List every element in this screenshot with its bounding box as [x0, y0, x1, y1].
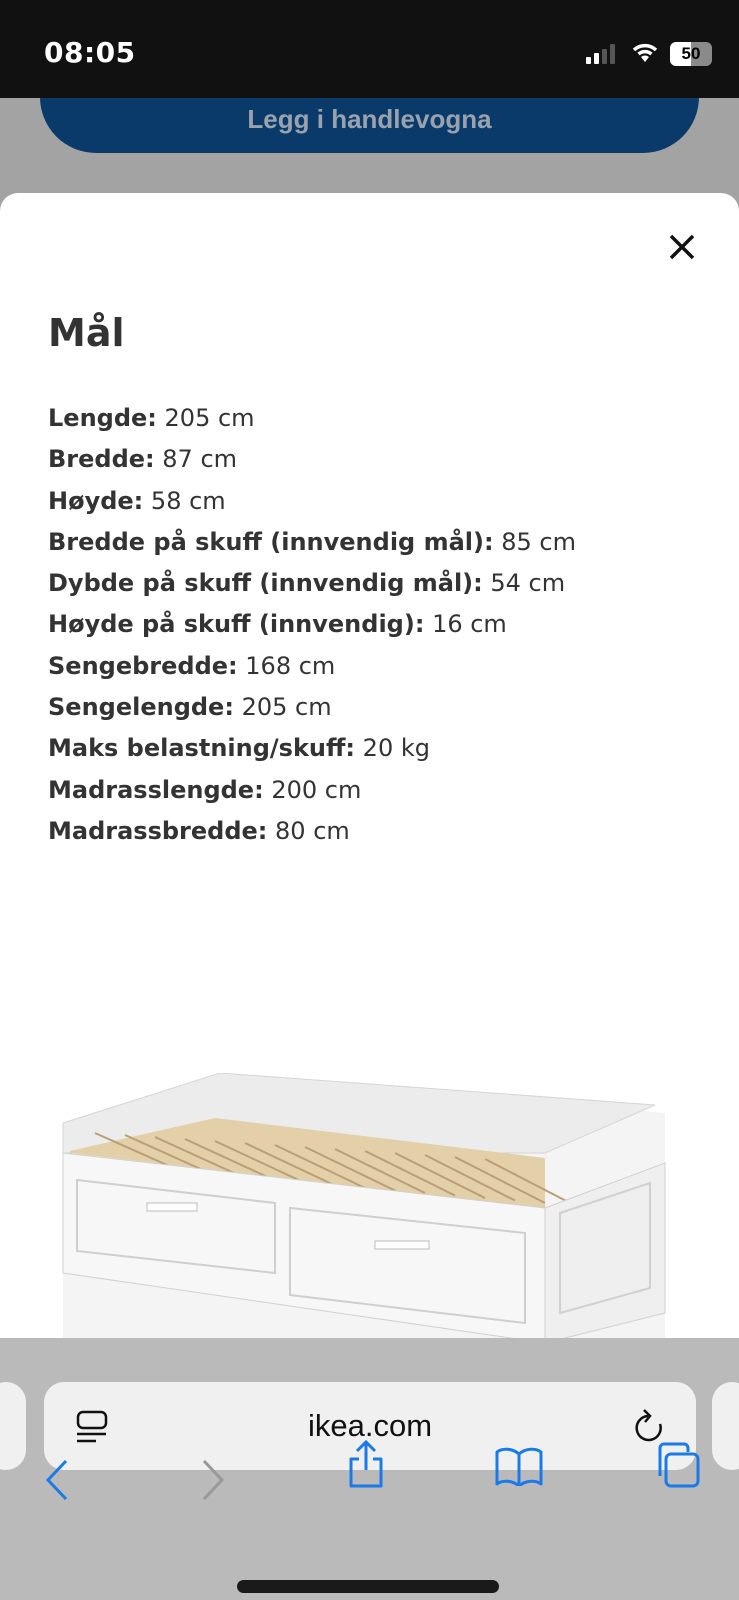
url-text: ikea.com — [307, 1408, 433, 1443]
spec-value: 20 kg — [362, 734, 430, 763]
spec-row — [48, 728, 576, 769]
spec-label: Madrasslengde: — [48, 775, 264, 804]
spec-label: Lengde: — [48, 404, 157, 432]
spec-list — [48, 398, 576, 852]
spec-label: Maks belastning/skuff: — [48, 734, 356, 763]
browser-toolbar — [0, 1338, 739, 1600]
spec-row — [48, 481, 576, 522]
spec-row — [48, 687, 576, 728]
share-icon[interactable] — [346, 1440, 386, 1490]
tabs-icon[interactable] — [654, 1442, 700, 1488]
spec-row — [48, 770, 576, 811]
back-icon[interactable] — [44, 1458, 70, 1502]
sheet-title: Mål — [48, 311, 125, 355]
battery-icon: 50 — [670, 42, 712, 66]
spec-label: Sengelengde: — [48, 693, 234, 722]
spec-value: 200 cm — [271, 775, 362, 804]
spec-value: 80 cm — [275, 816, 350, 845]
next-tab-pill[interactable] — [712, 1382, 739, 1470]
status-bar — [0, 0, 739, 98]
forward-icon[interactable] — [200, 1458, 226, 1502]
spec-value: 205 cm — [164, 404, 255, 432]
wifi-icon — [630, 40, 660, 64]
home-indicator[interactable] — [237, 1580, 499, 1593]
bookmarks-icon[interactable] — [494, 1446, 544, 1486]
spec-value: 87 cm — [162, 445, 238, 474]
spec-label: Bredde på skuff (innvendig mål): — [48, 527, 494, 556]
spec-row — [48, 811, 576, 852]
spec-row — [48, 439, 576, 480]
spec-label: Madrassbredde: — [48, 816, 268, 845]
close-icon[interactable] — [665, 230, 699, 264]
spec-label: Sengebredde: — [48, 651, 238, 680]
spec-row — [48, 646, 576, 687]
spec-row — [48, 522, 576, 563]
previous-tab-pill[interactable] — [0, 1382, 26, 1470]
product-image — [55, 1073, 685, 1343]
spec-row — [48, 398, 576, 439]
spec-label: Dybde på skuff (innvendig mål): — [48, 569, 483, 598]
spec-value: 58 cm — [150, 486, 226, 515]
reload-icon[interactable] — [634, 1408, 668, 1446]
spec-label: Høyde på skuff (innvendig): — [48, 610, 425, 639]
add-to-cart-button[interactable]: Legg i handlevogna — [40, 40, 699, 153]
dimensions-sheet — [0, 193, 739, 1343]
clock: 08:05 — [44, 36, 136, 69]
signal-icon — [586, 44, 615, 64]
spec-value: 54 cm — [490, 569, 566, 598]
spec-value: 85 cm — [501, 527, 576, 556]
spec-value: 168 cm — [245, 651, 336, 680]
spec-value: 16 cm — [432, 610, 507, 639]
spec-label: Bredde: — [48, 445, 155, 474]
spec-label: Høyde: — [48, 486, 144, 515]
spec-value: 205 cm — [241, 693, 332, 722]
spec-row — [48, 604, 576, 645]
spec-row — [48, 563, 576, 604]
